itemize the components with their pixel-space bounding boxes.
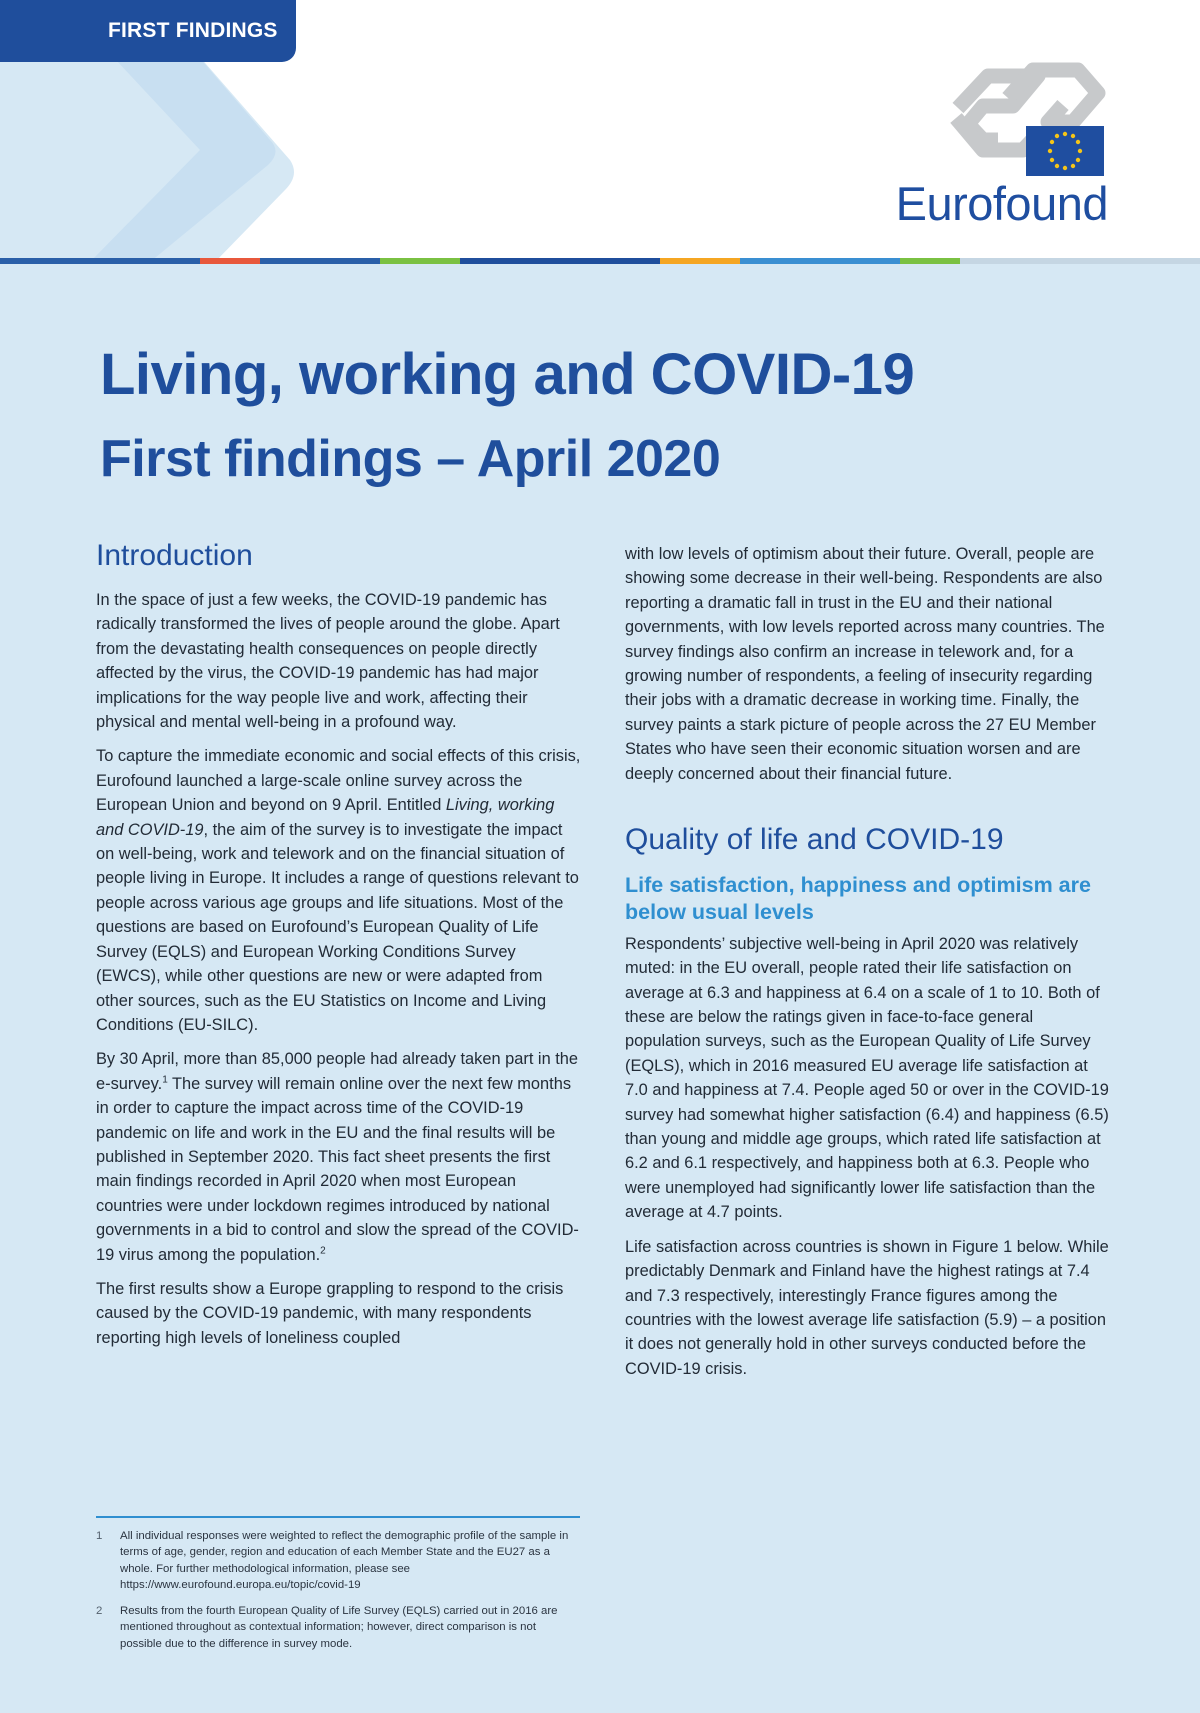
intro-paragraph-1: In the space of just a few weeks, the COVID-19 pandemic has radically transformed the lives of people around the globe. Apart from the devastating health consequences on people directly affected by the virus, the COVID-19 pandemic has had major implications for the way people live and work, affecting their physical and mental well-being in a profound way. xyxy=(96,591,560,732)
footnote-number: 2 xyxy=(96,1605,103,1618)
right-column xyxy=(625,542,1113,1391)
footnote-text: All individual responses were weighted to reflect the demographic profile of the sample in terms of age, gender, region and education of each Member State and the EU27 as a whole. For further methodological information, please see https://www.eurofound.europa.eu/topic/covid-19 xyxy=(120,1530,569,1591)
first-findings-tag: FIRST FINDINGS xyxy=(0,0,296,62)
eurofound-logo xyxy=(895,58,1108,230)
section-heading-introduction: Introduction xyxy=(96,539,253,572)
quality-paragraph-1: Respondents’ subjective well-being in April 2020 was relatively muted: in the EU overall, people rated their life satisfaction on average at 6.3 and happiness at 6.4 on a scale of 1 to 10. Both of these are below the ratings given in face-to-face general population surveys, such as the European Quality of Life Survey (EQLS), which in 2016 measured EU average life satisfaction at 7.0 and happiness at 7.4. People aged 50 or over in the COVID-19 survey had somewhat higher satisfaction (6.4) and happiness (6.5) than young and middle age groups, which rated life satisfaction at 6.2 and 6.1 respectively, and happiness both at 6.3. People who were unemployed had significantly lower life satisfaction than the average at 4.7 points. xyxy=(625,934,1109,1222)
text-run: The survey will remain online over the next few months in order to capture the impact across time of the COVID-19 pandemic on life and work in the EU and the final results will be published in September 2020. This fact sheet presents the first main findings recorded in April 2020 when most European countries were under lockdown regimes introduced by national governments in a bid to control and slow the spread of the COVID-19 virus among the population. xyxy=(96,1074,579,1264)
footnote-2 xyxy=(96,1603,580,1652)
quality-paragraph-2: Life satisfaction across countries is shown in Figure 1 below. While predictably Denmark and Finland have the highest ratings at 7.4 and 7.3 respectively, interestingly France figures among the countries with the lowest average life satisfaction (5.9) – a position it does not generally hold in other surveys conducted before the COVID-19 crisis. xyxy=(625,1237,1109,1378)
intro-paragraph-5: with low levels of optimism about their future. Overall, people are showing some decrease in their well-being. Respondents are also reporting a dramatic fall in trust in the EU and their national governments, with low levels reported across many countries. The survey findings also confirm an increase in telework and, for a growing number of respondents, a feeling of insecurity regarding their jobs with a dramatic decrease in working time. Finally, the survey paints a stark picture of people across the 27 EU Member States who have seen their economic situation worsen and are deeply concerned about their financial future. xyxy=(625,545,1105,783)
footnote-text: Results from the fourth European Quality of Life Survey (EQLS) carried out in 2016 are mentioned throughout as contextual information; however, direct comparison is not possible due to the difference in survey mode. xyxy=(120,1605,558,1650)
section-heading-quality-of-life: Quality of life and COVID-19 xyxy=(625,823,1004,857)
intro-paragraph-2 xyxy=(96,744,584,1037)
survey-title-italic: Living, working and COVID-19 xyxy=(96,796,555,839)
footnote-ref-2[interactable]: 2 xyxy=(320,1245,326,1257)
page-title: Living, working and COVID-19 xyxy=(100,342,915,407)
left-column xyxy=(96,539,584,1360)
footnote-1 xyxy=(96,1528,580,1593)
footnotes xyxy=(96,1516,580,1662)
footnote-number: 1 xyxy=(96,1530,103,1542)
footnote-ref-1[interactable]: 1 xyxy=(162,1074,168,1086)
page-subtitle: First findings – April 2020 xyxy=(100,430,721,488)
eurofound-wordmark: Eurofound xyxy=(895,177,1108,230)
subsection-heading-life-satisfaction: Life satisfaction, happiness and optimism are below usual levels xyxy=(625,873,1091,924)
header-band xyxy=(0,0,1200,262)
intro-paragraph-3 xyxy=(96,1047,584,1267)
intro-paragraph-4: The first results show a Europe grappling to respond to the crisis caused by the COVID-19 pandemic, with many respondents reporting high levels of loneliness coupled xyxy=(96,1279,564,1347)
text-run: By 30 April, more than 85,000 people had already taken part in the e-survey. xyxy=(96,1050,579,1093)
text-run: , the aim of the survey is to investigate the impact on well-being, work and telework and on the financial situation of people living in Europe. It includes a range of questions relevant to people across various age groups and life situations. Most of the questions are based on Eurofound’s European Quality of Life Survey (EQLS) and European Working Conditions Survey (EWCS), while other questions are new or were adapted from other sources, such as the EU Statistics on Income and Living Conditions (EU-SILC). xyxy=(96,820,579,1034)
eurofound-chain-eu-flag-icon xyxy=(938,58,1108,178)
footnote-divider xyxy=(96,1516,580,1518)
text-run: To capture the immediate economic and social effects of this crisis, Eurofound launched a large-scale online survey across the European Union and beyond on 9 April. Entitled xyxy=(96,747,581,815)
